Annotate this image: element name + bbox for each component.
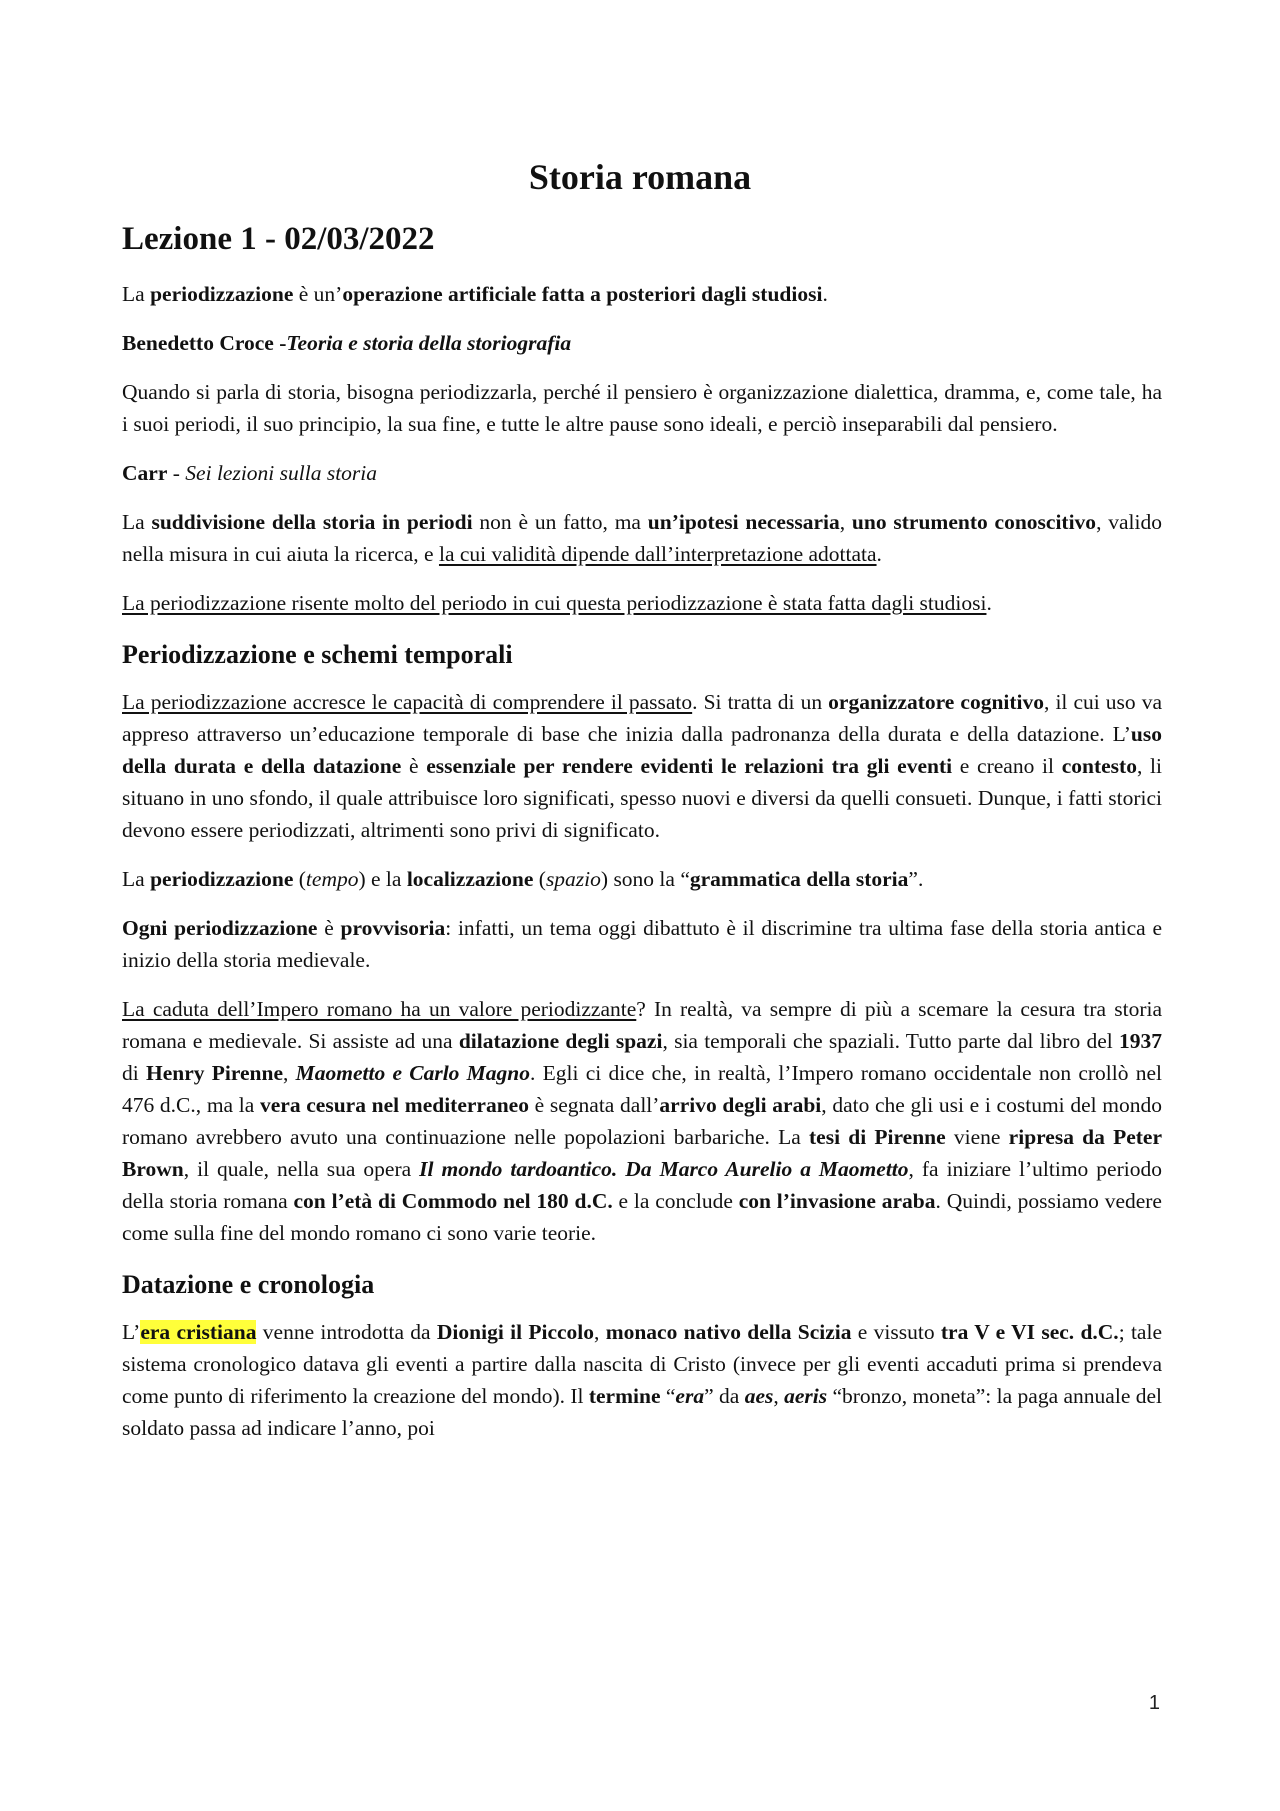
paragraph-intro: La periodizzazione è un’operazione artificiale fatta a posteriori dagli studiosi. xyxy=(122,282,828,306)
paragraph-schemi-temporali: La periodizzazione accresce le capacità di comprendere il passato. Si tratta di un organizzatore cognitivo, il cui uso va appreso attraverso un’educazione temporale di base che inizia dalla padronanza della durata e della datazione. L’uso della durata e della datazione è essenziale per rendere evidenti le relazioni tra gli eventi e creano il contesto, li situano in uno sfondo, il quale attribuisce loro significati, spesso nuovi e diversi da quelli consueti. Dunque, i fatti storici devono essere periodizzati, altrimenti sono privi di significato. xyxy=(122,690,1163,842)
paragraph-periodizzazione-risente: La periodizzazione risente molto del periodo in cui questa periodizzazione è stata fatta dagli studiosi. xyxy=(122,591,992,615)
section-heading-datazione: Datazione e cronologia xyxy=(122,1270,375,1299)
paragraph-grammatica: La periodizzazione (tempo) e la localizzazione (spazio) sono la “grammatica della storia”. xyxy=(122,867,924,891)
lesson-heading: Lezione 1 - 02/03/2022 xyxy=(122,221,435,257)
paragraph-era-cristiana: L’era cristiana venne introdotta da Dionigi il Piccolo, monaco nativo della Scizia e vissuto tra V e VI sec. d.C.; tale sistema cronologico datava gli eventi a partire dalla nascita di Cristo (invece per gli eventi accaduti prima si prendeva come punto di riferimento la creazione del mondo). Il termine “era” da aes, aeris “bronzo, moneta”: la paga annuale del soldato passa ad indicare l’anno, poi xyxy=(122,1320,1162,1440)
page-number: 1 xyxy=(1148,1692,1160,1714)
citation-carr: Carr - Sei lezioni sulla storia xyxy=(122,461,378,485)
highlighted-term: era cristiana xyxy=(140,1320,257,1344)
section-heading-periodizzazione: Periodizzazione e schemi temporali xyxy=(122,640,513,669)
paragraph-caduta-impero: La caduta dell’Impero romano ha un valore periodizzante? In realtà, va sempre di più a scemare la cesura tra storia romana e medievale. Si assiste ad una dilatazione degli spazi, sia temporali che spaziali. Tutto parte dal libro del 1937 di Henry Pirenne, Maometto e Carlo Magno. Egli ci dice che, in realtà, l’Impero romano occidentale non crollò nel 476 d.C., ma la vera cesura nel mediterraneo è segnata dall’arrivo degli arabi, dato che gli usi e i costumi del mondo romano avrebbero avuto una continuazione nelle popolazioni barbariche. La tesi di Pirenne viene ripresa da Peter Brown, il quale, nella sua opera Il mondo tardoantico. Da Marco Aurelio a Maometto, fa iniziare l’ultimo periodo della storia romana con l’età di Commodo nel 180 d.C. e la conclude con l’invasione araba. Quindi, possiamo vedere come sulla fine del mondo romano ci sono varie teorie. xyxy=(122,997,1163,1245)
paragraph-carr: La suddivisione della storia in periodi non è un fatto, ma un’ipotesi necessaria, uno strumento conoscitivo, valido nella misura in cui aiuta la ricerca, e la cui validità dipende dall’interpretazione adottata. xyxy=(122,510,1162,566)
paragraph-provvisoria: Ogni periodizzazione è provvisoria: infatti, un tema oggi dibattuto è il discrimine tra ultima fase della storia antica e inizio della storia medievale. xyxy=(122,916,1162,972)
document-title: Storia romana xyxy=(528,157,752,197)
document-body xyxy=(122,214,1162,1461)
paragraph-croce-quote: Quando si parla di storia, bisogna periodizzarla, perché il pensiero è organizzazione dialettica, dramma, e, come tale, ha i suoi periodi, il suo principio, la sua fine, e tutte le altre pause sono ideali, e perciò inseparabili dal pensiero. xyxy=(122,380,1162,436)
citation-croce: Benedetto Croce -Teoria e storia della storiografia xyxy=(122,331,572,355)
